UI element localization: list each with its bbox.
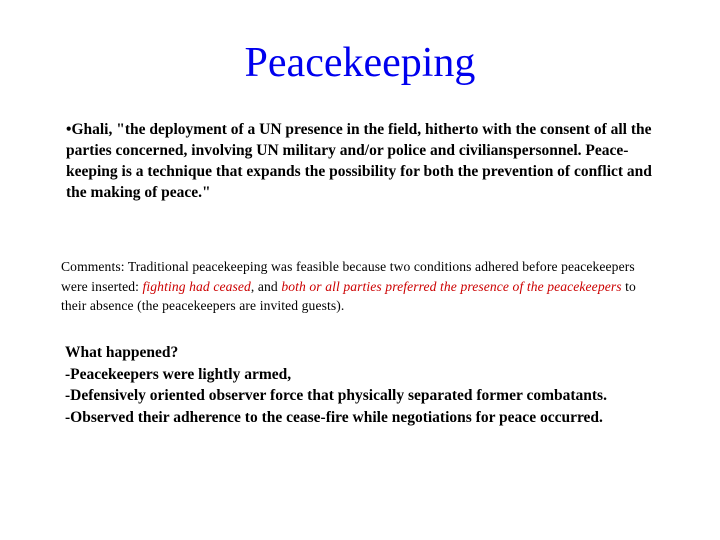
bullet-glyph: •	[66, 121, 72, 138]
quote-text: Ghali, "the deployment of a UN presence in the field, hitherto with the consent of all the parties concerned, involving UN military and/or police and civilianspersonnel. Peace-keeping is a technique that expands the possibility for both the prevention of conflict and the making of peace."	[66, 121, 652, 201]
condition-parties-preferred: both or all parties preferred the presence of the peacekeepers	[281, 278, 622, 294]
what-happened-section	[65, 342, 715, 428]
what-happened-heading: What happened?	[65, 344, 179, 361]
condition-fighting-ceased: fighting had ceased	[142, 278, 251, 294]
happened-item: -Peacekeepers were lightly armed,	[65, 365, 292, 383]
ghali-quote	[66, 119, 666, 203]
comments-text-part1: Comments: Traditional peacekeeping was feasible because two conditions adhered before peacekeepers were inserted:	[61, 259, 635, 294]
comments-paragraph	[61, 257, 661, 316]
comments-text-part2: , and	[250, 278, 282, 294]
comments-text-part3: to their absence (the peacekeepers are invited guests).	[61, 278, 636, 313]
happened-item: -Observed their adherence to the cease-fire while negotiations for peace occurred.	[65, 408, 603, 426]
slide-title: Peacekeeping	[244, 40, 476, 86]
happened-item: -Defensively oriented observer force that physically separated former combatants.	[65, 387, 607, 404]
